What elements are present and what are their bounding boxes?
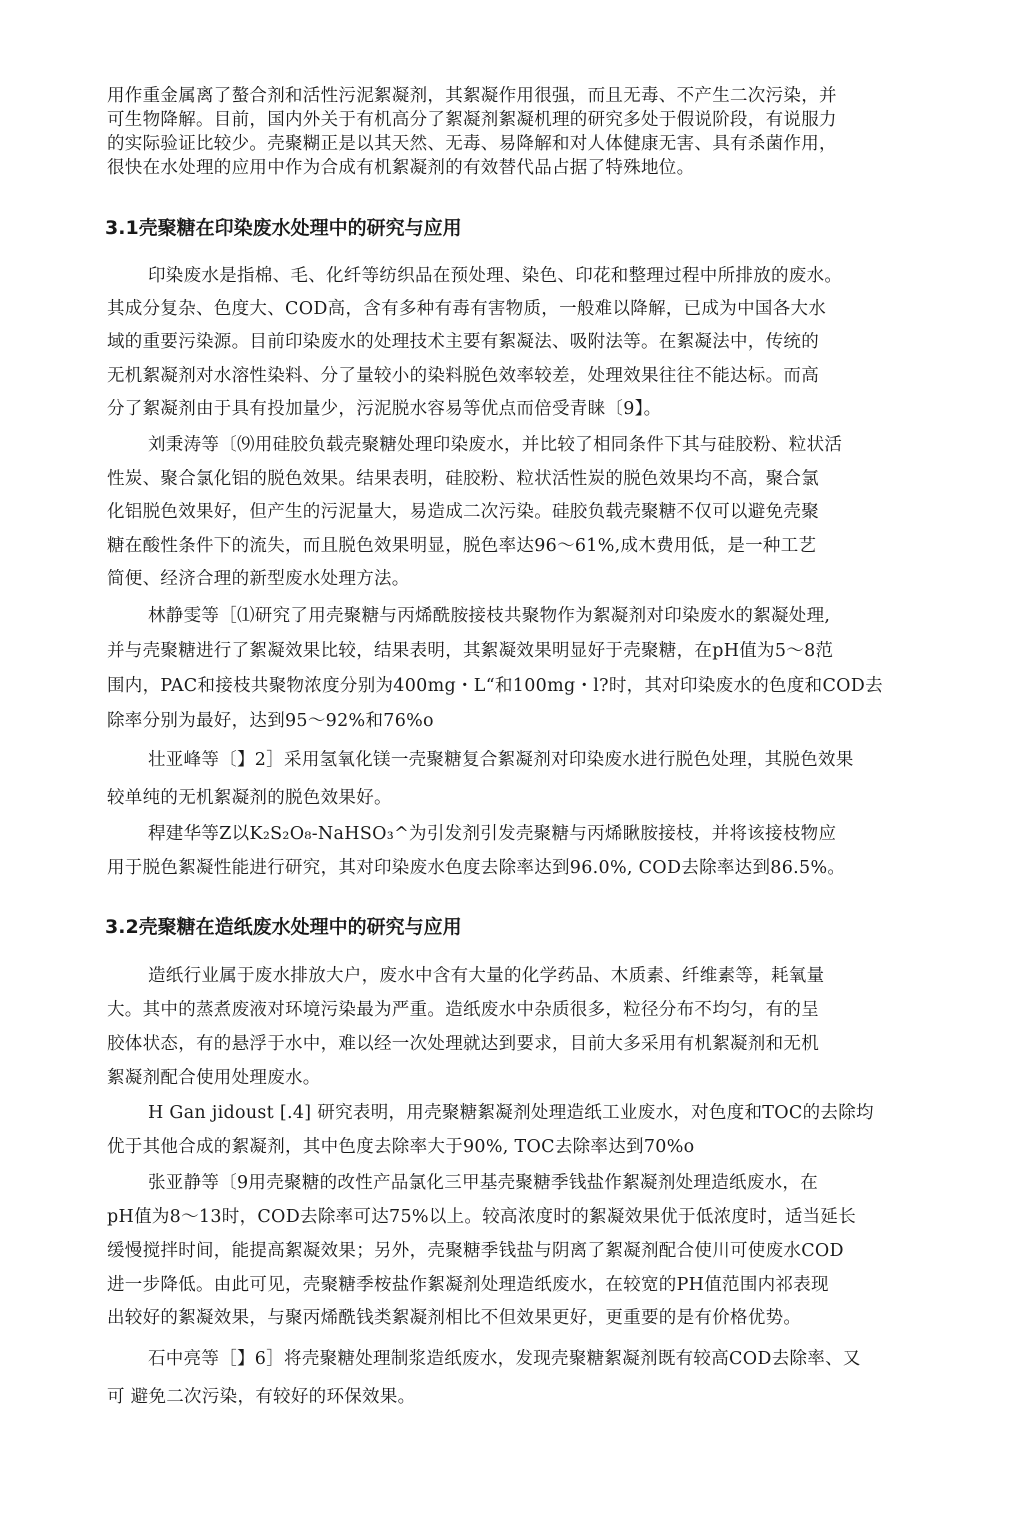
section-heading-3-2: 3.2壳聚糖在造纸废水处理中的研究与应用 <box>105 916 462 938</box>
text-line: 张亚静等〔9用壳聚糖的改性产品氯化三甲基壳聚糖季钱盐作絮凝剂处理造纸废水，在 <box>148 1173 819 1193</box>
text-line: 印染废水是指棉、毛、化纤等纺织品在预处理、染色、印花和整理过程中所排放的废水。 <box>148 266 843 286</box>
text-line: 并与壳聚糖进行了絮凝效果比较，结果表明，其絮凝效果明显好于壳聚糖，在pH值为5〜8范 <box>107 641 834 661</box>
text-line: 进一步降低。由此可见，壳聚糖季桉盐作絮凝剂处理造纸废水，在较宽的PH值范围内祁表现 <box>107 1275 829 1295</box>
text-line: H Gan jidoust [.4] 研究表明，用壳聚糖絮凝剂处理造纸工业废水，对色度和TOC的去除均 <box>148 1103 874 1123</box>
text-line: 石中亮等［】6］将壳聚糖处理制浆造纸废水，发现壳聚糖絮凝剂既有较高COD去除率、又 <box>148 1349 861 1369</box>
text-line: 林静雯等［⑴研究了用壳聚糖与丙烯酰胺接枝共聚物作为絮凝剂对印染废水的絮凝处理, <box>148 606 831 626</box>
text-line: 简便、经济合理的新型废水处理方法。 <box>107 569 410 589</box>
text-line: 除率分别为最好，达到95〜92%和76%o <box>107 711 434 731</box>
text-line: 很快在水处理的应用中作为合成有机絮凝剂的有效替代品占据了特殊地位。 <box>107 158 695 178</box>
text-line: 可生物降解。目前，国内外关于有机高分了絮凝剂絮凝机理的研究多处于假说阶段，有说服力 <box>107 110 837 130</box>
text-line: 优于其他合成的絮凝剂，其中色度去除率大于90%, TOC去除率达到70%o <box>107 1137 695 1157</box>
text-line: 壮亚峰等〔】2］采用氢氧化镁一壳聚糖复合絮凝剂对印染废水进行脱色处理，其脱色效果 <box>148 750 854 770</box>
text-line: 化铝脱色效果好，但产生的污泥量大，易造成二次污染。硅胶负载壳聚糖不仅可以避免壳聚 <box>107 502 819 522</box>
text-line: 用于脱色絮凝性能进行研究，其对印染废水色度去除率达到96.0%, COD去除率达到86.5%。 <box>107 858 846 878</box>
text-line: 胶体状态，有的悬浮于水中，难以经一次处理就达到要求，目前大多采用有机絮凝剂和无机 <box>107 1034 819 1054</box>
text-line: pH值为8〜13时，COD去除率可达75%以上。较高浓度时的絮凝效果优于低浓度时，适当延长 <box>107 1207 857 1227</box>
text-line: 糖在酸性条件下的流失，而且脱色效果明显，脱色率达96〜61%,成木费用低，是一种工艺 <box>107 536 817 556</box>
text-line: 用作重金属离了螯合剂和活性污泥絮凝剂，其絮凝作用很强，而且无毒、不产生二次污染，并 <box>107 86 837 106</box>
text-line: 较单纯的无机絮凝剂的脱色效果好。 <box>107 788 392 808</box>
text-line: 围内，PAC和接枝共聚物浓度分别为400mg・L“和100mg・l?时，其对印染废水的色度和COD去 <box>107 676 883 696</box>
text-line: 域的重要污染源。目前印染废水的处理技术主要有絮凝法、吸附法等。在絮凝法中，传统的 <box>107 332 819 352</box>
text-line: 性炭、聚合氯化铝的脱色效果。结果表明，硅胶粉、粒状活性炭的脱色效果均不高，聚合氯 <box>107 469 819 489</box>
text-line: 造纸行业属于废水排放大户，废水中含有大量的化学药品、木质素、纤维素等，耗氧量 <box>148 966 825 986</box>
text-line: 其成分复杂、色度大、COD高，含有多种有毒有害物质，一般难以降解，已成为中国各大水 <box>107 299 827 319</box>
text-line: 刘秉涛等〔⑼用硅胶负载壳聚糖处理印染废水，并比较了相同条件下其与硅胶粉、粒状活 <box>148 435 843 455</box>
text-line: 出较好的絮凝效果，与聚丙烯酰钱类絮凝剂相比不但效果更好，更重要的是有价格优势。 <box>107 1308 802 1328</box>
section-heading-3-1: 3.1壳聚糖在印染废水处理中的研究与应用 <box>105 217 462 239</box>
text-line: 分了絮凝剂由于具有投加量少，污泥脱水容易等优点而倍受青睐〔9】。 <box>107 399 662 419</box>
text-line: 大。其中的蒸煮废液对环境污染最为严重。造纸废水中杂质很多，粒径分布不均匀，有的呈 <box>107 1000 819 1020</box>
text-line: 可 避免二次污染，有较好的环保效果。 <box>107 1387 416 1407</box>
text-line: 稈建华等Z以K₂S₂O₈-NaHSO₃^为引发剂引发壳聚糖与丙烯瞅胺接枝，并将该接枝物应 <box>148 824 837 844</box>
text-line: 絮凝剂配合使用处理废水。 <box>107 1068 321 1088</box>
text-line: 的实际验证比较少。壳聚糊正是以其天然、无毒、易降解和对人体健康无害、具有杀菌作用， <box>107 134 837 154</box>
text-line: 无机絮凝剂对水溶性染料、分了量较小的染料脱色效率较差，处理效果往往不能达标。而高 <box>107 366 819 386</box>
text-line: 缓慢搅拌时间，能提高絮凝效果；另外，壳聚糖季钱盐与阴离了絮凝剂配合使川可使废水COD <box>107 1241 844 1261</box>
